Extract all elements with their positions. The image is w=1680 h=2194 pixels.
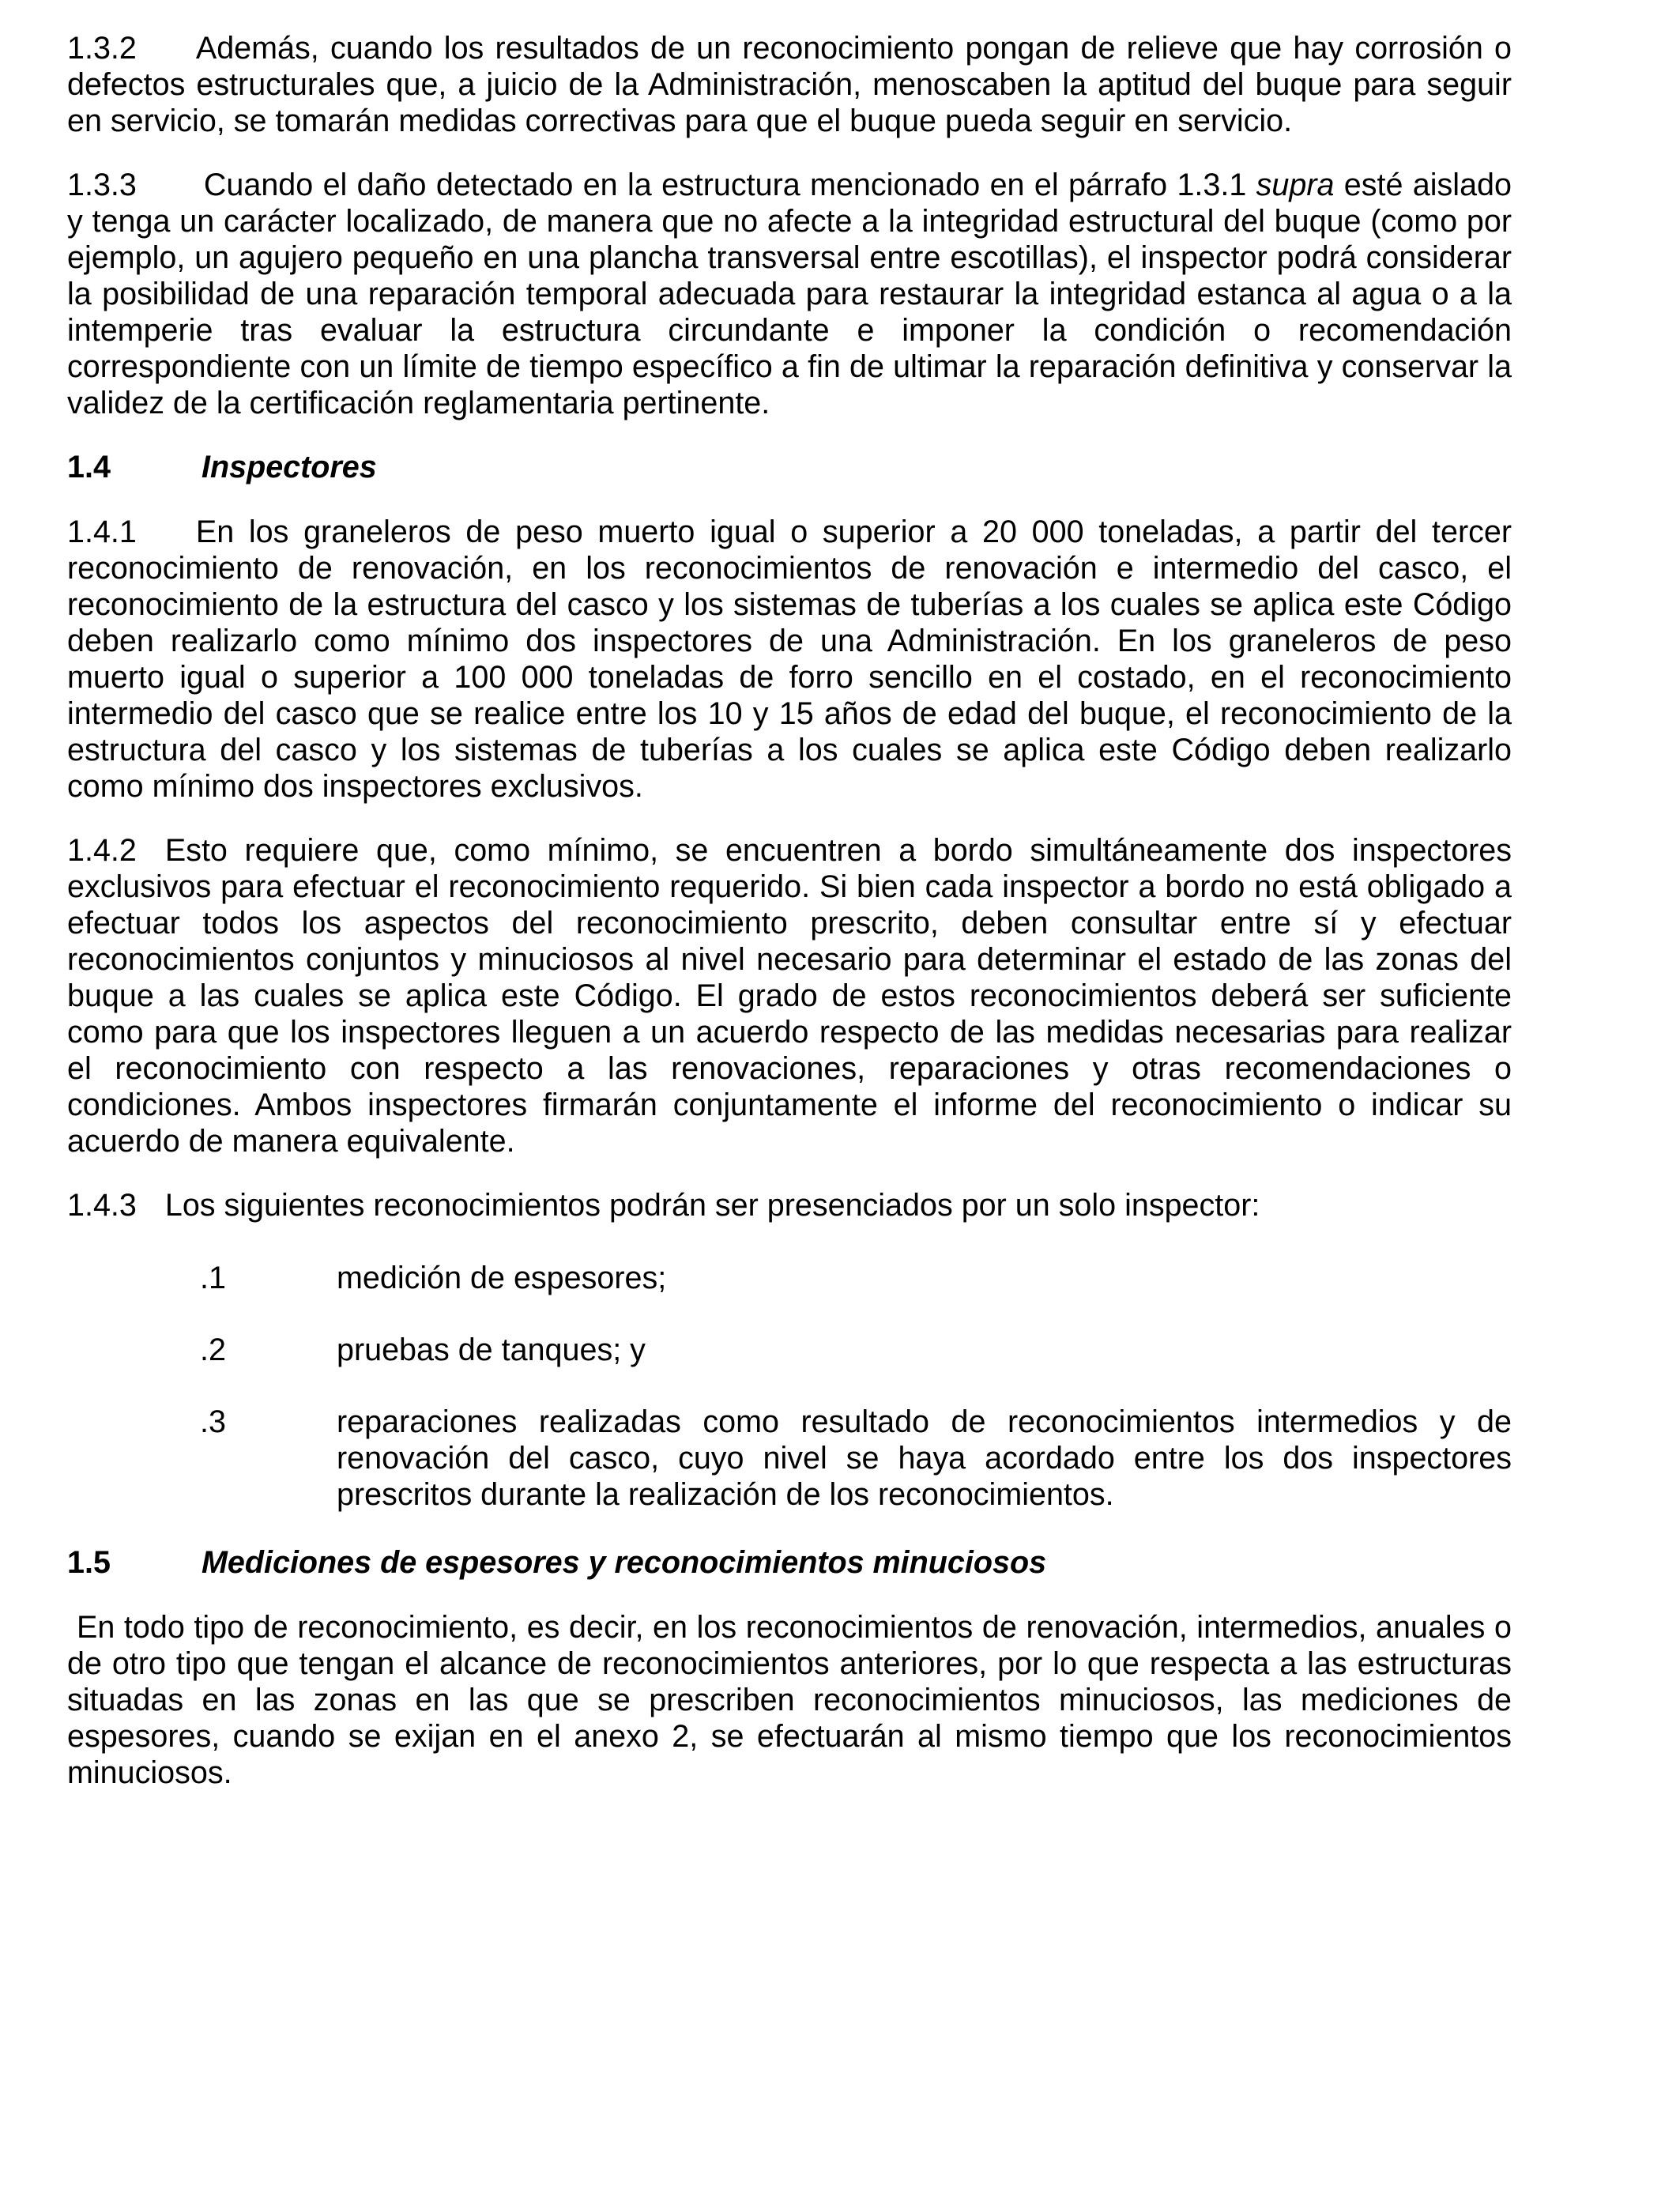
paragraph-text: Esto requiere que, como mínimo, se encuentren a bordo simultáneamente dos inspectores exclusivos para efectuar el reconocimiento requerido. Si bien cada inspector a bordo no está obligado a efectuar todos los aspectos del reconocimiento prescrito, deben consultar entre sí y efectuar reconocimientos conjuntos y minuciosos al nivel necesario para determinar el estado de las zonas del buque a las cuales se aplica este Código. El grado de estos reconocimientos deberá ser suficiente como para que los inspectores lleguen a un acuerdo respecto de las medidas necesarias para realizar el reconocimiento con respecto a las renovaciones, reparaciones y otras recomendaciones o condiciones. Ambos inspectores firmarán conjuntamente el informe del reconocimiento o indicar su acuerdo de manera equivalente. — [67, 833, 1512, 1159]
paragraph-text: esté aislado y tenga un carácter localizado, de manera que no afecte a la integridad estructural del buque (como por ejemplo, un agujero pequeño en una plancha transversal entre escotillas), el inspector podrá considerar la posibilidad de una reparación temporal adecuada para restaurar la integridad estanca al agua o a la intemperie tras evaluar la estructura circundante e imponer la condición o recomendación correspondiente con un límite de tiempo específico a fin de ultimar la reparación definitiva y conservar la validez de la certificación reglamentaria pertinente. — [67, 168, 1512, 420]
list-marker: .2 — [200, 1333, 226, 1367]
list-item-text: reparaciones realizadas como resultado de reconocimientos intermedios y de renovación del casco, cuyo nivel se haya acordado entre los dos inspectores prescritos durante la realización de los reconocimientos. — [337, 1404, 1512, 1512]
paragraph-number: 1.4.1 — [67, 515, 137, 549]
paragraph-1-3-3 — [67, 167, 1512, 421]
list-item — [67, 1404, 1512, 1513]
paragraph-text: Además, cuando los resultados de un reconocimiento pongan de relieve que hay corrosión o defectos estructurales que, a juicio de la Administración, menoscaben la aptitud del buque para seguir en servicio, se tomarán medidas correctivas para que el buque pueda seguir en servicio. — [67, 31, 1512, 138]
section-title: Inspectores — [202, 450, 377, 484]
list-item-text: medición de espesores; — [337, 1261, 667, 1295]
paragraph-number: 1.4.3 — [67, 1188, 137, 1223]
section-number: 1.4 — [67, 450, 111, 484]
section-heading-1-4 — [67, 449, 1512, 485]
paragraph-1-5 — [67, 1609, 1512, 1791]
paragraph-number: 1.3.2 — [67, 31, 137, 66]
list-marker: .3 — [200, 1404, 226, 1439]
list-marker: .1 — [200, 1261, 226, 1295]
paragraph-1-4-2 — [67, 832, 1512, 1159]
paragraph-number: 1.4.2 — [67, 833, 137, 868]
paragraph-1-4-3 — [67, 1187, 1512, 1223]
paragraph-number: 1.3.3 — [67, 168, 137, 202]
document-page — [67, 30, 1512, 1819]
section-heading-1-5 — [67, 1544, 1512, 1581]
list-item — [67, 1332, 1512, 1368]
list-item — [67, 1260, 1512, 1296]
paragraph-italic-text: supra — [1256, 168, 1335, 202]
paragraph-text: En los graneleros de peso muerto igual o superior a 20 000 toneladas, a partir del tercer reconocimiento de renovación, en los reconocimientos de renovación e intermedio del casco, el reconocimiento de la estructura del casco y los sistemas de tuberías a los cuales se aplica este Código deben realizarlo como mínimo dos inspectores de una Administración. En los graneleros de peso muerto igual o superior a 100 000 toneladas de forro sencillo en el costado, en el reconocimiento intermedio del casco que se realice entre los 10 y 15 años de edad del buque, el reconocimiento de la estructura del casco y los sistemas de tuberías a los cuales se aplica este Código deben realizarlo como mínimo dos inspectores exclusivos. — [67, 515, 1512, 804]
paragraph-text: Cuando el daño detectado en la estructura mencionado en el párrafo 1.3.1 — [203, 168, 1256, 202]
section-number: 1.5 — [67, 1545, 111, 1580]
paragraph-text: Los siguientes reconocimientos podrán ser presenciados por un solo inspector: — [164, 1188, 1260, 1223]
paragraph-1-4-1 — [67, 514, 1512, 805]
list-item-text: pruebas de tanques; y — [337, 1333, 646, 1367]
paragraph-1-3-2 — [67, 30, 1512, 139]
section-title: Mediciones de espesores y reconocimientos minuciosos — [202, 1545, 1047, 1580]
paragraph-text: En todo tipo de reconocimiento, es decir, en los reconocimientos de renovación, intermedios, anuales o de otro tipo que tengan el alcance de reconocimientos anteriores, por lo que respecta a las estructuras situadas en las zonas en las que se prescriben reconocimientos minuciosos, las mediciones de espesores, cuando se exijan en el anexo 2, se efectuarán al mismo tiempo que los reconocimientos minuciosos. — [67, 1610, 1512, 1790]
